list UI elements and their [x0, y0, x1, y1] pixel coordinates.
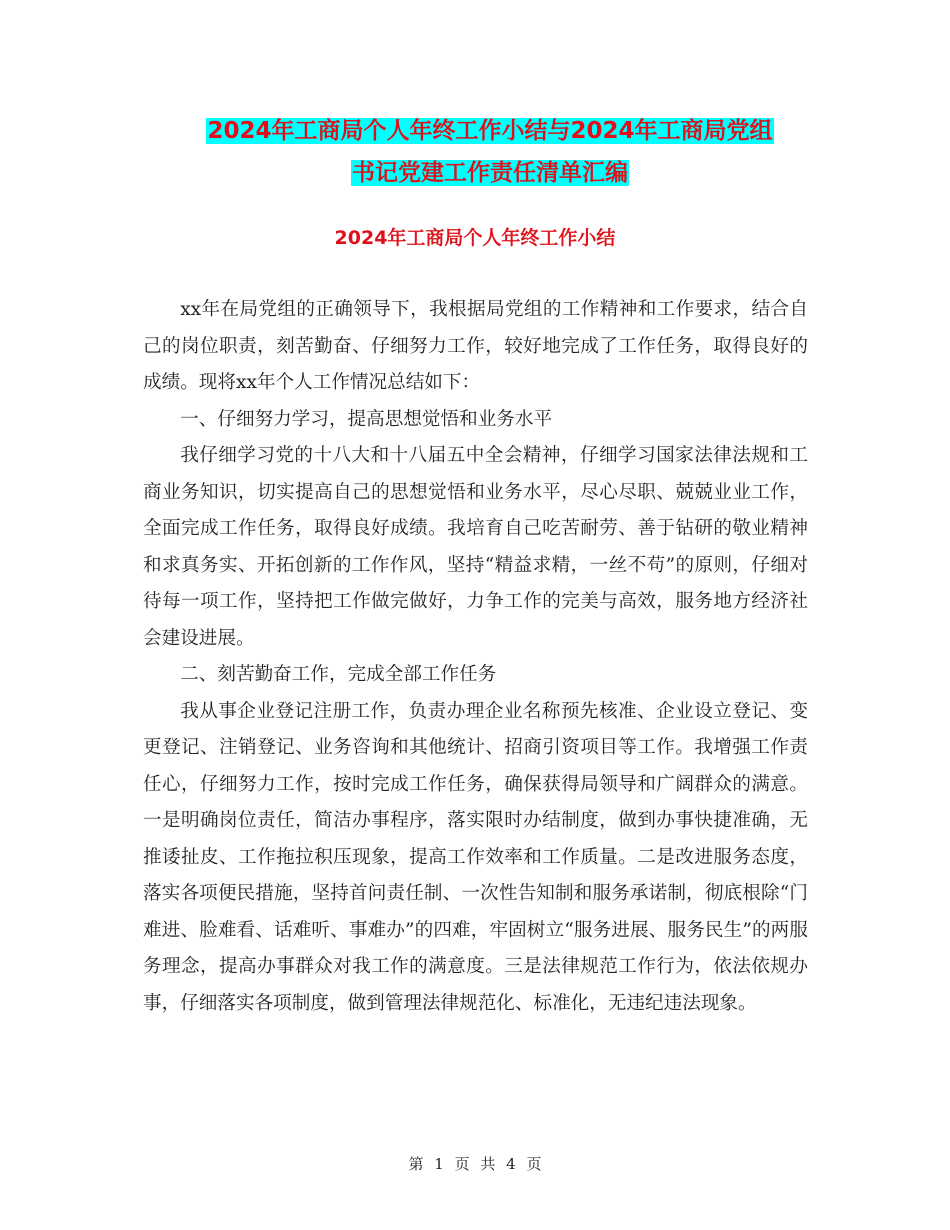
paragraph-intro: xx年在局党组的正确领导下，我根据局党组的工作精神和工作要求，结合自己的岗位职责，刻苦勤奋、仔细努力工作，较好地完成了工作任务，取得良好的成绩。现将xx年个人工作情况总结如下： — [143, 299, 808, 393]
page-footer: 第 1 页 共 4 页 — [408, 1155, 542, 1173]
section-title: 2024年工商局个人年终工作小结 — [334, 227, 616, 249]
document-title-line-2 — [140, 158, 840, 188]
paragraph-study: 我仔细学习党的十八大和十八届五中全会精神，仔细学习国家法律法规和工商业务知识，切实提高自己的思想觉悟和业务水平，尽心尽职、兢兢业业工作，全面完成工作任务，取得良好成绩。我培育自己吃苦耐劳、善于钻研的敬业精神和求真务实、开拓创新的工作作风，坚持“精益求精，一丝不苟”的原则，仔细对待每一项工作，坚持把工作做完做好，力争工作的完美与高效，服务地方经济社会建设进展。 — [143, 445, 808, 649]
document-title-line-1 — [140, 116, 840, 146]
document-body — [143, 292, 808, 1022]
heading-study: 一、仔细努力学习，提高思想觉悟和业务水平 — [180, 408, 553, 430]
paragraph-work: 我从事企业登记注册工作，负责办理企业名称预先核准、企业设立登记、变更登记、注销登记、业务咨询和其他统计、招商引资项目等工作。我增强工作责任心，仔细努力工作，按时完成工作任务，确保获得局领导和广阔群众的满意。一是明确岗位责任，简洁办事程序，落实限时办结制度，做到办事快捷准确，无推诿扯皮、工作拖拉积压现象，提高工作效率和工作质量。二是改进服务态度，落实各项便民措施，坚持首问责任制、一次性告知制和服务承诺制，彻底根除“门难进、脸难看、话难听、事难办”的四难，牢固树立“服务进展、服务民生”的两服务理念，提高办事群众对我工作的满意度。三是法律规范工作行为，依法依规办事，仔细落实各项制度，做到管理法律规范化、标准化，无违纪违法现象。 — [143, 700, 808, 1014]
heading-work: 二、刻苦勤奋工作，完成全部工作任务 — [180, 664, 497, 685]
title-highlight-1: 2024年工商局个人年终工作小结与2024年工商局党组 — [207, 118, 773, 144]
title-highlight-2: 书记党建工作责任清单汇编 — [352, 160, 628, 186]
